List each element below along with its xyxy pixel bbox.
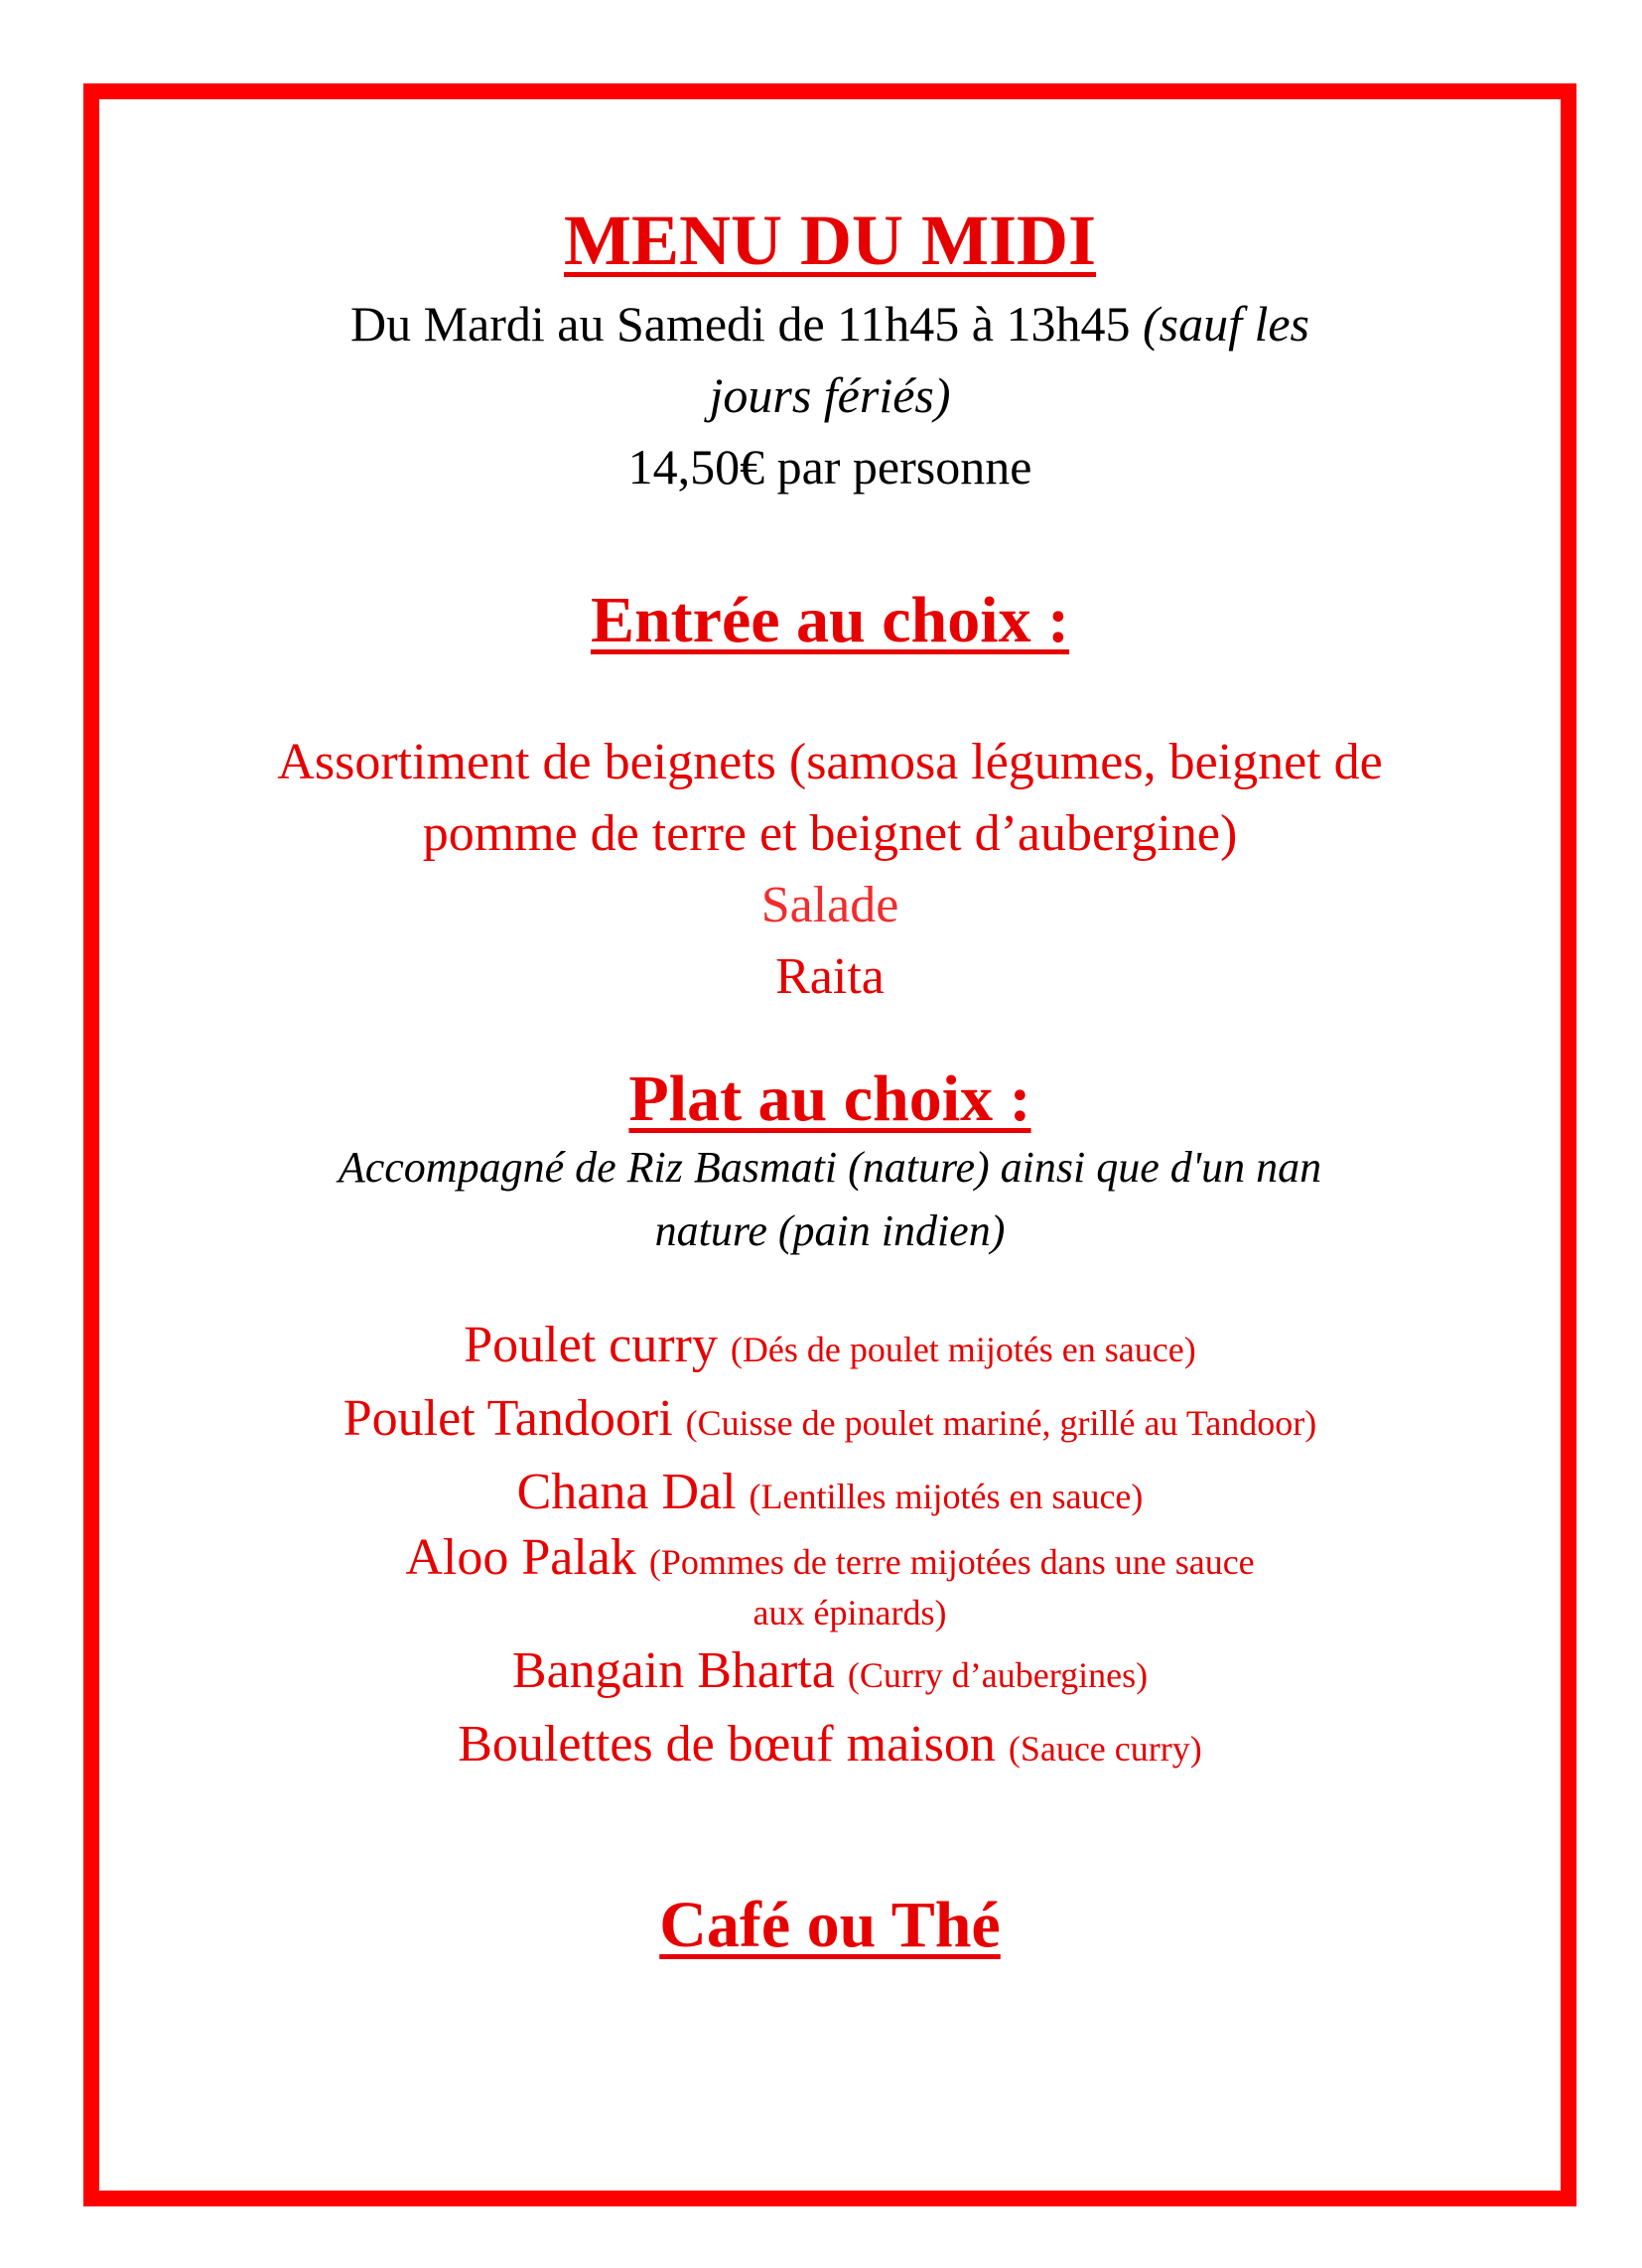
- dish-description: (Curry d’aubergines): [847, 1655, 1149, 1695]
- opening-hours-exception-part2: jours fériés): [709, 367, 951, 423]
- entree-item-beignets: Assortiment de beignets (samosa légumes, beignet de pomme de terre et beignet d’aubergine): [277, 734, 1383, 862]
- dish-name: Boulettes de bœuf maison: [458, 1716, 996, 1772]
- dish-chana-dal: [99, 1458, 1561, 1531]
- opening-hours: [99, 288, 1561, 431]
- dish-aloo-palak: [99, 1531, 1561, 1636]
- dish-boulettes-boeuf: [99, 1710, 1561, 1783]
- dish-description-continued: aux épinards): [753, 1593, 947, 1632]
- plat-list: [99, 1311, 1561, 1783]
- entree-item-salade: Salade: [760, 877, 899, 933]
- dish-bangain-bharta: [99, 1636, 1561, 1710]
- dish-description: (Dés de poulet mijotés en sauce): [730, 1330, 1196, 1369]
- plat-note-line1: Accompagné de Riz Basmati (nature) ainsi que d'un nan: [338, 1143, 1322, 1192]
- entree-list: [99, 727, 1561, 1013]
- dish-name: Bangain Bharta: [511, 1642, 835, 1699]
- entree-heading: Entrée au choix :: [590, 584, 1070, 656]
- dish-description: (Lentilles mijotés en sauce): [749, 1477, 1144, 1516]
- dish-name: Aloo Palak: [405, 1529, 636, 1586]
- dish-name: Poulet curry: [464, 1317, 718, 1373]
- opening-hours-exception-part1: (sauf les: [1142, 296, 1310, 352]
- drinks-heading: Café ou Thé: [659, 1889, 1001, 1961]
- opening-hours-days: Du Mardi au Samedi de 11h45 à 13h45: [349, 296, 1143, 352]
- dish-description: (Pommes de terre mijotées dans une sauce: [648, 1542, 1255, 1582]
- plat-note-line2: nature (pain indien): [654, 1206, 1006, 1255]
- dish-name: Chana Dal: [516, 1464, 737, 1520]
- dish-poulet-curry: [99, 1311, 1561, 1384]
- opening-hours-line1: [99, 288, 1561, 359]
- entree-item-raita: Raita: [775, 948, 885, 1005]
- menu-price: 14,50€ par personne: [627, 439, 1032, 495]
- dish-description: (Sauce curry): [1008, 1729, 1202, 1769]
- dish-poulet-tandoori: [99, 1384, 1561, 1458]
- plat-heading: Plat au choix :: [628, 1063, 1031, 1135]
- dish-description: (Cuisse de poulet mariné, grillé au Tandoor): [685, 1403, 1317, 1443]
- dish-name: Poulet Tandoori: [342, 1390, 673, 1447]
- plat-accompaniment-note: [99, 1136, 1561, 1263]
- menu-title: MENU DU MIDI: [564, 201, 1096, 280]
